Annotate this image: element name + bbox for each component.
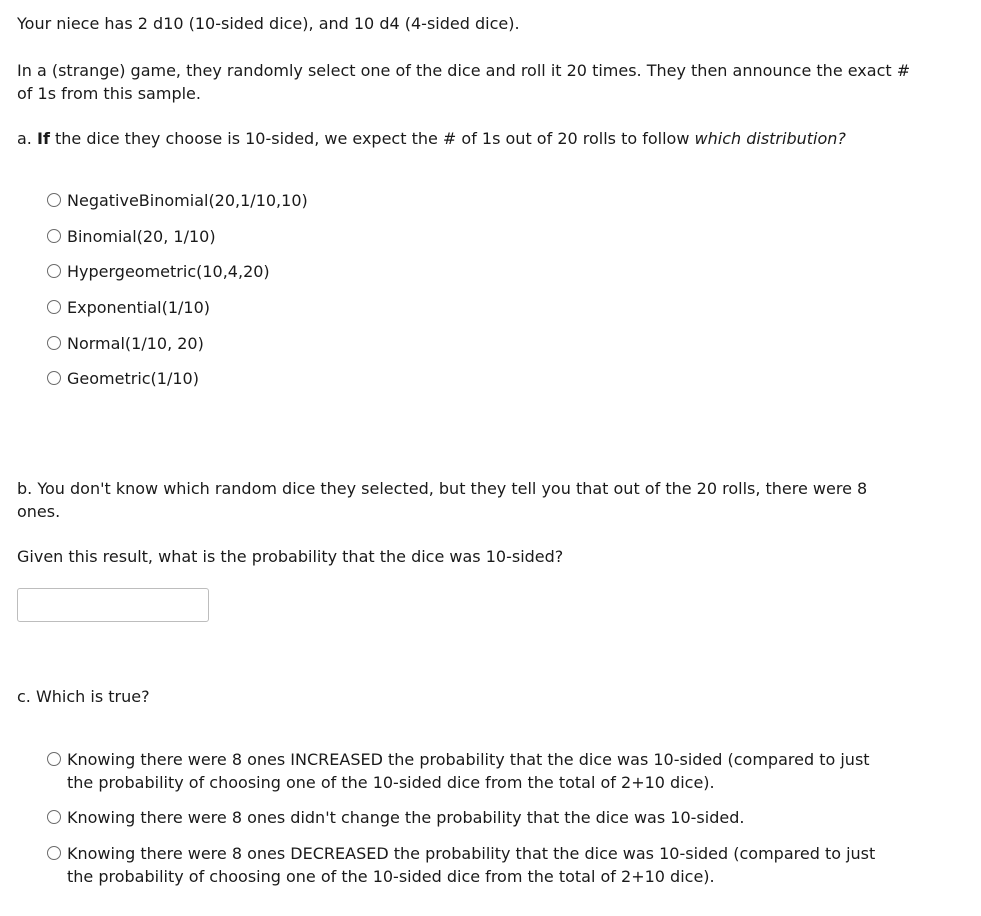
question-a-bold: If xyxy=(36,129,50,148)
radio-button[interactable] xyxy=(47,752,61,766)
radio-button[interactable] xyxy=(47,193,61,207)
question-a xyxy=(17,127,917,150)
option-label[interactable]: NegativeBinomial(20,1/10,10) xyxy=(67,191,308,210)
option-a-1[interactable] xyxy=(47,189,927,212)
question-b: b. You don't know which random dice they selected, but they tell you that out of the 20 rolls, there were 8 ones. xyxy=(17,479,868,521)
question-a-text: the dice they choose is 10-sided, we expect the # of 1s out of 20 rolls to follow xyxy=(49,129,695,148)
option-a-5[interactable] xyxy=(47,332,927,355)
radio-button[interactable] xyxy=(47,264,61,278)
question-c: c. Which is true? xyxy=(17,687,150,706)
option-c-1[interactable] xyxy=(47,748,877,794)
intro-line-1: Your niece has 2 d10 (10-sided dice), and 10 d4 (4-sided dice). xyxy=(17,14,520,33)
radio-button[interactable] xyxy=(47,371,61,385)
question-b-prompt: Given this result, what is the probability that the dice was 10-sided? xyxy=(17,547,564,566)
option-label[interactable]: Hypergeometric(10,4,20) xyxy=(67,262,270,281)
option-label[interactable]: Normal(1/10, 20) xyxy=(67,334,204,353)
option-label[interactable]: Geometric(1/10) xyxy=(67,369,199,388)
intro-line-2: In a (strange) game, they randomly select one of the dice and roll it 20 times. They then announce the exact # of 1s from this sample. xyxy=(17,61,911,103)
radio-button[interactable] xyxy=(47,846,61,860)
question-a-italic: which distribution? xyxy=(694,129,846,148)
option-a-3[interactable] xyxy=(47,260,927,283)
option-label[interactable]: Exponential(1/10) xyxy=(67,298,211,317)
option-c-2[interactable] xyxy=(47,806,877,829)
option-label[interactable]: Binomial(20, 1/10) xyxy=(67,227,216,246)
radio-button[interactable] xyxy=(47,810,61,824)
radio-button[interactable] xyxy=(47,229,61,243)
question-a-prefix: a. xyxy=(17,129,37,148)
answer-input[interactable] xyxy=(17,588,209,622)
radio-button[interactable] xyxy=(47,336,61,350)
radio-button[interactable] xyxy=(47,300,61,314)
option-a-6[interactable] xyxy=(47,367,927,390)
option-c-3[interactable] xyxy=(47,842,877,888)
option-a-2[interactable] xyxy=(47,225,927,248)
option-label[interactable]: Knowing there were 8 ones DECREASED the probability that the dice was 10-sided (compared to just the probability of choosing one of the 10-sided dice from the total of 2+10 dice). xyxy=(67,844,876,886)
option-a-4[interactable] xyxy=(47,296,927,319)
option-label[interactable]: Knowing there were 8 ones INCREASED the probability that the dice was 10-sided (compared to just the probability of choosing one of the 10-sided dice from the total of 2+10 dice). xyxy=(67,750,870,792)
option-label[interactable]: Knowing there were 8 ones didn't change the probability that the dice was 10-sided. xyxy=(67,808,745,827)
